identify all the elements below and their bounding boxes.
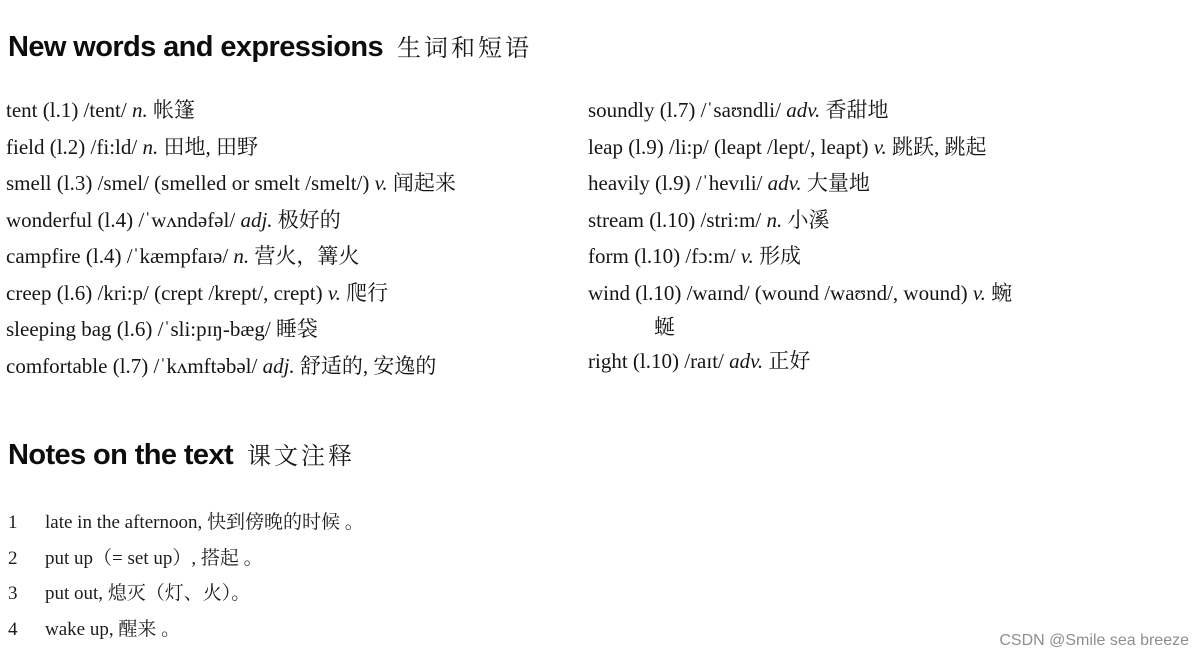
note-text: put out, 熄灭（灯、火）。 xyxy=(45,583,251,604)
vocab-part-of-speech: adj. xyxy=(240,207,273,232)
vocab-word-phonetic: tent (l.1) /tent/ xyxy=(6,98,132,122)
vocab-part-of-speech: v. xyxy=(740,244,754,268)
section-title-zh: 课文注释 xyxy=(247,442,356,470)
vocab-meaning: 蜿 xyxy=(985,280,1013,305)
vocab-meaning: 闻起来 xyxy=(387,171,456,195)
section-title-en: New words and expressions xyxy=(8,31,384,63)
vocab-part-of-speech: adv. xyxy=(729,349,764,373)
vocab-word-phonetic: stream (l.10) /stri:m/ xyxy=(588,207,767,232)
vocab-part-of-speech: v. xyxy=(972,280,986,305)
note-item xyxy=(8,541,364,577)
vocab-entry xyxy=(588,202,1188,239)
vocab-part-of-speech: v. xyxy=(873,134,887,159)
vocab-word-phonetic: wind (l.10) /waɪnd/ (wound /waʊnd/, wound) xyxy=(588,280,973,305)
vocab-part-of-speech: n. xyxy=(766,207,783,232)
vocab-entry xyxy=(6,165,581,202)
vocab-entry xyxy=(588,92,1188,129)
vocab-word-phonetic: form (l.10) /fɔ:m/ xyxy=(588,244,741,268)
vocab-word-phonetic: leap (l.9) /li:p/ (leapt /lept/, leapt) xyxy=(588,134,874,159)
watermark: CSDN @Smile sea breeze xyxy=(999,632,1189,649)
vocab-part-of-speech: adj. xyxy=(262,353,295,378)
vocab-part-of-speech: n. xyxy=(131,98,148,122)
note-item xyxy=(8,612,364,648)
vocab-meaning: 极好的 xyxy=(272,207,341,232)
note-number: 3 xyxy=(8,583,18,604)
vocab-meaning: 跳跃, 跳起 xyxy=(886,134,987,159)
vocab-part-of-speech: v. xyxy=(374,171,388,195)
vocab-meaning: 大量地 xyxy=(801,171,870,195)
vocab-entry xyxy=(588,238,1188,275)
note-text: put up（= set up）, 搭起 。 xyxy=(45,547,263,569)
vocab-meaning: 田地, 田野 xyxy=(158,134,258,159)
vocab-meaning: 睡袋 xyxy=(275,317,318,341)
section-heading-notes xyxy=(8,436,355,472)
vocab-meaning-continuation: 蜒 xyxy=(654,315,675,339)
vocab-meaning: 香甜地 xyxy=(820,98,889,122)
vocab-entry xyxy=(6,238,581,275)
vocab-word-phonetic: wonderful (l.4) /ˈwʌndəfəl/ xyxy=(6,207,241,232)
vocab-meaning: 舒适的, 安逸的 xyxy=(294,353,437,378)
vocab-part-of-speech: n. xyxy=(233,244,250,268)
vocab-column-left xyxy=(6,92,581,384)
vocab-word-phonetic: heavily (l.9) /ˈhevɪli/ xyxy=(588,171,768,195)
vocab-word-phonetic: creep (l.6) /kri:p/ (crept /krept/, crept) xyxy=(6,280,328,305)
vocab-part-of-speech: adv. xyxy=(786,98,821,122)
vocab-word-phonetic: campfire (l.4) /ˈkæmpfaɪə/ xyxy=(6,244,234,268)
vocab-entry xyxy=(6,348,581,385)
vocab-entry xyxy=(588,275,1188,344)
vocab-entry xyxy=(6,311,581,348)
vocab-part-of-speech: v. xyxy=(327,280,341,305)
vocab-word-phonetic: sleeping bag (l.6) /ˈsli:pɪŋ-bæg/ xyxy=(6,317,276,341)
vocab-entry xyxy=(588,129,1188,166)
section-heading-new-words xyxy=(8,28,532,64)
vocab-meaning: 形成 xyxy=(753,244,802,268)
vocab-word-phonetic: smell (l.3) /smel/ (smelled or smelt /smelt/) xyxy=(6,171,375,195)
vocab-word-phonetic: field (l.2) /fi:ld/ xyxy=(6,134,143,159)
vocab-meaning: 正好 xyxy=(763,349,811,373)
vocab-meaning: 小溪 xyxy=(782,207,830,232)
vocab-meaning: 爬行 xyxy=(340,280,389,305)
note-number: 1 xyxy=(8,512,18,533)
section-title-en: Notes on the text xyxy=(8,439,234,471)
note-item xyxy=(8,576,364,612)
vocab-word-phonetic: soundly (l.7) /ˈsaʊndli/ xyxy=(588,98,787,122)
vocab-entry xyxy=(6,202,581,239)
vocab-entry xyxy=(6,275,581,312)
notes-list xyxy=(8,505,364,647)
vocab-column-right xyxy=(588,92,1188,380)
vocab-word-phonetic: right (l.10) /raɪt/ xyxy=(588,349,730,373)
note-number: 4 xyxy=(8,618,18,640)
vocab-entry xyxy=(6,92,581,129)
vocab-part-of-speech: adv. xyxy=(767,171,802,195)
vocab-word-phonetic: comfortable (l.7) /ˈkʌmftəbəl/ xyxy=(6,353,263,378)
vocab-entry xyxy=(588,343,1188,380)
note-item xyxy=(8,505,364,541)
vocab-entry xyxy=(588,165,1188,202)
vocab-meaning: 营火，篝火 xyxy=(249,244,360,268)
vocab-entry xyxy=(6,129,581,166)
vocab-meaning: 帐篷 xyxy=(147,98,195,122)
note-text: late in the afternoon, 快到傍晚的时候 。 xyxy=(45,512,364,533)
vocab-part-of-speech: n. xyxy=(142,134,159,159)
note-text: wake up, 醒来 。 xyxy=(45,618,181,640)
section-title-zh: 生词和短语 xyxy=(397,34,533,62)
note-number: 2 xyxy=(8,547,18,569)
